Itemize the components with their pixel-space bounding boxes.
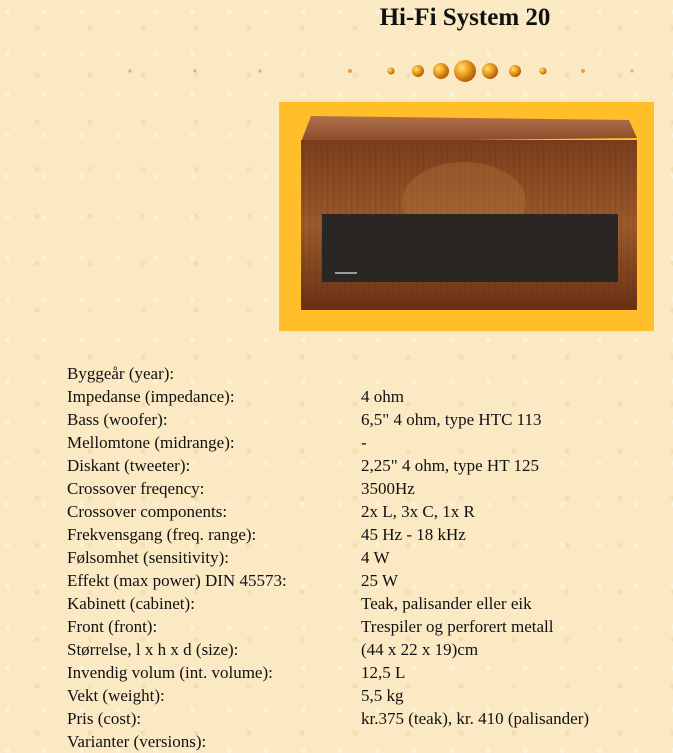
bead-divider: [0, 58, 673, 86]
page-title: Hi-Fi System 20: [379, 4, 551, 31]
table-row: [67, 362, 589, 385]
spec-label: Mellomtone (midrange):: [67, 433, 235, 452]
spec-label: Invendig volum (int. volume):: [67, 663, 273, 682]
spec-label: Front (front):: [67, 617, 158, 636]
spec-value: kr.375 (teak), kr. 410 (palisander): [361, 709, 590, 728]
spec-label: Diskant (tweeter):: [67, 456, 191, 475]
table-row: [67, 707, 589, 730]
spec-label: Pris (cost):: [67, 709, 142, 728]
spec-value: Trespiler og perforert metall: [361, 617, 554, 636]
table-row: [67, 477, 589, 500]
spec-table: [67, 362, 589, 753]
spec-value: 2,25" 4 ohm, type HT 125: [361, 456, 540, 475]
spec-label: Frekvensgang (freq. range):: [67, 525, 257, 544]
spec-label: Byggeår (year):: [67, 364, 175, 383]
table-row: [67, 661, 589, 684]
table-row: [67, 431, 589, 454]
spec-value: [361, 362, 589, 385]
table-row: [67, 569, 589, 592]
spec-value: 4 W: [361, 548, 390, 567]
spec-value: 6,5" 4 ohm, type HTC 113: [361, 410, 542, 429]
spec-label: Impedanse (impedance):: [67, 387, 235, 406]
table-row: [67, 615, 589, 638]
spec-label: Størrelse, l x h x d (size):: [67, 640, 239, 659]
spec-value: 4 ohm: [361, 387, 404, 406]
table-row: [67, 638, 589, 661]
product-photo: [279, 102, 654, 331]
table-row: [67, 523, 589, 546]
spec-value: 3500Hz: [361, 479, 415, 498]
spec-label: Følsomhet (sensitivity):: [67, 548, 229, 567]
spec-label: Vekt (weight):: [67, 686, 165, 705]
spec-value: (44 x 22 x 19)cm: [361, 640, 479, 659]
spec-label: Kabinett (cabinet):: [67, 594, 195, 613]
table-row: [67, 385, 589, 408]
spec-label: Crossover freqency:: [67, 479, 205, 498]
table-row: [67, 684, 589, 707]
table-row: [67, 500, 589, 523]
spec-value: -: [361, 433, 367, 452]
spec-label: Crossover components:: [67, 502, 228, 521]
table-row: [67, 592, 589, 615]
spec-value: 25 W: [361, 571, 398, 590]
speaker-cabinet-image: [279, 102, 654, 331]
spec-label: Effekt (max power) DIN 45573:: [67, 571, 287, 590]
table-row: [67, 730, 589, 753]
spec-value: Teak, palisander eller eik: [361, 594, 532, 613]
spec-label: Varianter (versions):: [67, 732, 207, 751]
spec-value: 45 Hz - 18 kHz: [361, 525, 466, 544]
table-row: [67, 546, 589, 569]
table-row: [67, 408, 589, 431]
spec-label: Bass (woofer):: [67, 410, 168, 429]
spec-value: 5,5 kg: [361, 686, 404, 705]
spec-value: [361, 730, 589, 753]
spec-value: 12,5 L: [361, 663, 406, 682]
table-row: [67, 454, 589, 477]
spec-value: 2x L, 3x C, 1x R: [361, 502, 475, 521]
